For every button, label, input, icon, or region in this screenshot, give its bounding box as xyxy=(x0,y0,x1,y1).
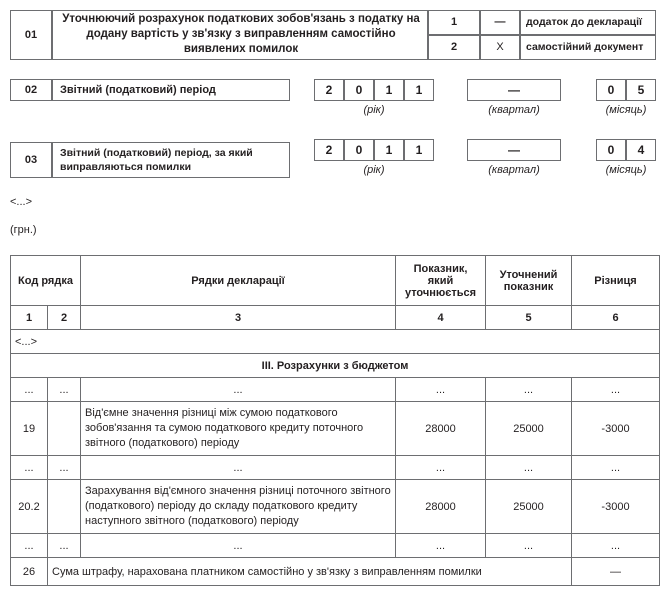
row02-quarter[interactable]: — xyxy=(467,79,561,101)
header-specified: Уточнений показник xyxy=(486,256,572,306)
dots-cell: ... xyxy=(572,378,660,402)
row-empty xyxy=(48,480,81,534)
row02-year-digit-1[interactable]: 2 xyxy=(314,79,344,101)
row02-month-caption: (місяць) xyxy=(605,104,647,116)
table-header-row xyxy=(11,256,660,306)
section-row xyxy=(11,354,660,378)
ellipsis-text: <...> xyxy=(10,196,33,208)
dots-cell: ... xyxy=(48,456,81,480)
row03-year-caption: (рік) xyxy=(363,164,385,176)
dots-row xyxy=(11,378,660,402)
dots-cell: ... xyxy=(81,534,396,558)
option1-num: 1 xyxy=(450,16,458,28)
declaration-table xyxy=(10,255,660,586)
row-code: 26 xyxy=(11,558,48,586)
row02-label: Звітний (податковий) період xyxy=(60,84,216,96)
row03-code: 03 xyxy=(24,154,38,166)
col-number-1: 1 xyxy=(11,306,48,330)
row-difference[interactable]: -3000 xyxy=(572,480,660,534)
dots-cell: ... xyxy=(396,378,486,402)
row03-label: Звітний (податковий) період, за який виправляються помилки xyxy=(60,147,253,173)
row-empty xyxy=(48,402,81,456)
row-code: 20.2 xyxy=(11,480,48,534)
table-row xyxy=(11,402,660,456)
row02-month-digit-1[interactable]: 0 xyxy=(596,79,626,101)
row02-quarter-caption: (квартал) xyxy=(488,104,540,116)
row03-month-digit-1[interactable]: 0 xyxy=(596,139,626,161)
dots-cell: ... xyxy=(486,456,572,480)
row-indicator[interactable]: 28000 xyxy=(396,402,486,456)
header-indicator: Показник, який уточнюється xyxy=(396,256,486,306)
dots-cell: ... xyxy=(486,534,572,558)
ellipsis-cell: <...> xyxy=(11,330,660,354)
row02-year-digit-4[interactable]: 1 xyxy=(404,79,434,101)
dots-cell: ... xyxy=(11,456,48,480)
row-text: Зарахування від'ємного значення різниці поточного звітного (податкового) періоду до складу податкового кредиту наступного звітного (податкового) періоду xyxy=(81,480,396,534)
column-number-row xyxy=(11,306,660,330)
header-code: Код рядка xyxy=(11,256,81,306)
dots-cell: ... xyxy=(11,378,48,402)
row-difference[interactable]: — xyxy=(572,558,660,586)
row03-year-digit-4[interactable]: 1 xyxy=(404,139,434,161)
header-difference: Різниця xyxy=(572,256,660,306)
option2-label: самостійний документ xyxy=(526,41,644,53)
row02-year-digit-3[interactable]: 1 xyxy=(374,79,404,101)
option2-num: 2 xyxy=(450,41,458,53)
row-text: Від'ємне значення різниці між сумою податкового зобов'язання та сумою податкового кредиту поточного звітного (податкового) періоду xyxy=(81,402,396,456)
row02-code: 02 xyxy=(24,84,38,96)
header-rows: Рядки декларації xyxy=(81,256,396,306)
section-title: III. Розрахунки з бюджетом xyxy=(11,354,660,378)
row02-year-digit-2[interactable]: 0 xyxy=(344,79,374,101)
dots-cell: ... xyxy=(48,378,81,402)
table-row xyxy=(11,558,660,586)
col-number-5: 5 xyxy=(486,306,572,330)
dots-row xyxy=(11,534,660,558)
row03-year-digit-2[interactable]: 0 xyxy=(344,139,374,161)
option2-mark: Х xyxy=(496,41,504,53)
row-indicator[interactable]: 28000 xyxy=(396,480,486,534)
unit-label: (грн.) xyxy=(10,224,37,236)
dots-cell: ... xyxy=(11,534,48,558)
col-number-3: 3 xyxy=(81,306,396,330)
dots-cell: ... xyxy=(396,456,486,480)
row03-month-digit-2[interactable]: 4 xyxy=(626,139,656,161)
row03-year-digit-3[interactable]: 1 xyxy=(374,139,404,161)
row01-title: Уточнюючий розрахунок податкових зобов'язань з податку на додану вартість у зв'язку з виправленням самостійно виявлених помилок xyxy=(62,13,420,55)
table-row xyxy=(11,480,660,534)
option1-mark: — xyxy=(494,16,506,28)
row03-quarter[interactable]: — xyxy=(467,139,561,161)
row01-code: 01 xyxy=(24,29,38,41)
dots-cell: ... xyxy=(572,534,660,558)
row-text: Сума штрафу, нарахована платником самостійно у зв'язку з виправленням помилки xyxy=(48,558,572,586)
row-code: 19 xyxy=(11,402,48,456)
dots-cell: ... xyxy=(396,534,486,558)
col-number-2: 2 xyxy=(48,306,81,330)
dots-cell: ... xyxy=(572,456,660,480)
dots-row xyxy=(11,456,660,480)
row-specified[interactable]: 25000 xyxy=(486,402,572,456)
dots-cell: ... xyxy=(81,456,396,480)
col-number-6: 6 xyxy=(572,306,660,330)
row02-month-digit-2[interactable]: 5 xyxy=(626,79,656,101)
row03-quarter-caption: (квартал) xyxy=(488,164,540,176)
ellipsis-row xyxy=(11,330,660,354)
row03-year-digit-1[interactable]: 2 xyxy=(314,139,344,161)
dots-cell: ... xyxy=(486,378,572,402)
row03-month-caption: (місяць) xyxy=(605,164,647,176)
row-difference[interactable]: -3000 xyxy=(572,402,660,456)
dots-cell: ... xyxy=(48,534,81,558)
row-specified[interactable]: 25000 xyxy=(486,480,572,534)
row02-year-caption: (рік) xyxy=(363,104,385,116)
dots-cell: ... xyxy=(81,378,396,402)
col-number-4: 4 xyxy=(396,306,486,330)
option1-label: додаток до декларації xyxy=(526,16,643,28)
